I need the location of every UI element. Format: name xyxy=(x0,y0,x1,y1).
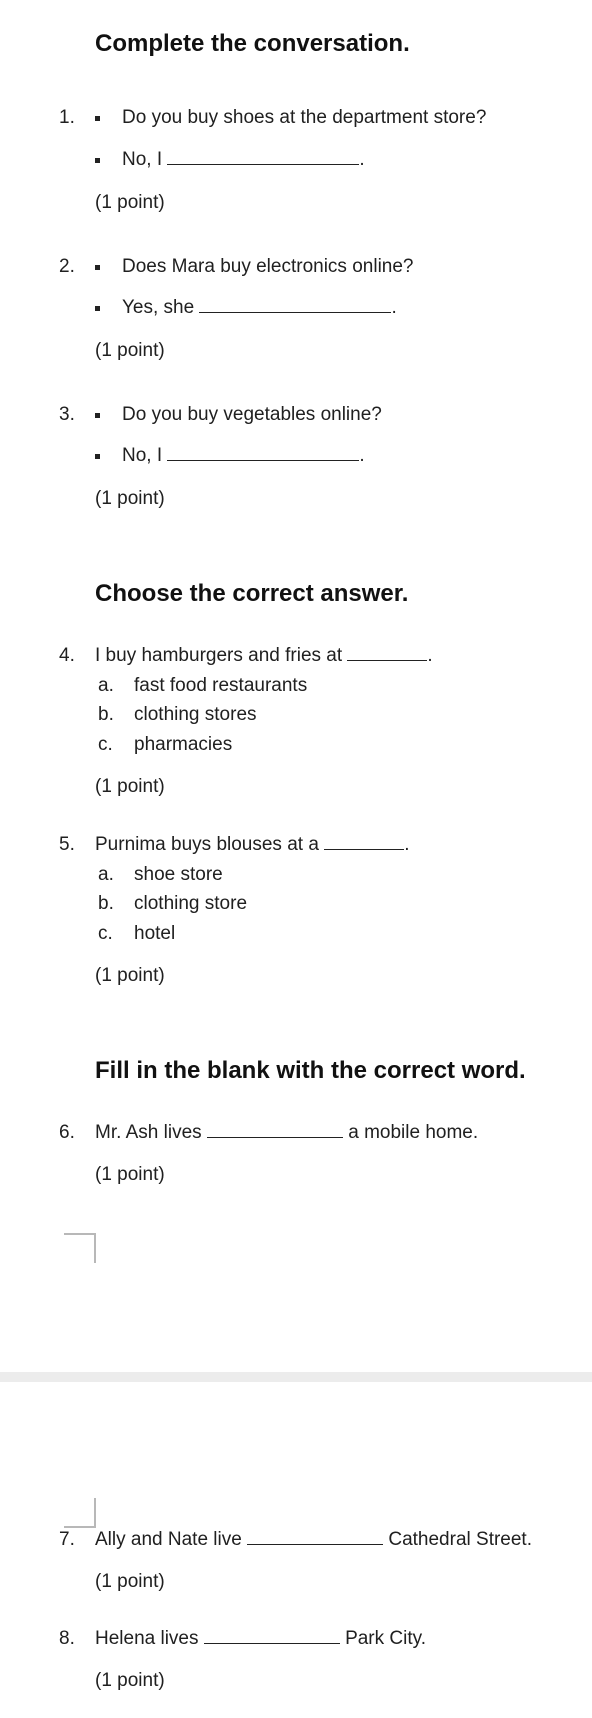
bullet-icon xyxy=(95,158,100,163)
option-letter: c. xyxy=(98,734,113,755)
question-number: 3. xyxy=(59,404,75,425)
bullet-icon xyxy=(95,116,100,121)
section-heading-fill-blank: Fill in the blank with the correct word. xyxy=(95,1057,526,1084)
question-number: 4. xyxy=(59,645,75,666)
answer-line xyxy=(122,149,365,171)
point-value: (1 point) xyxy=(95,965,165,986)
answer-prefix: Yes, she xyxy=(122,297,195,318)
text-before-blank: Helena lives xyxy=(95,1628,199,1649)
answer-line xyxy=(122,297,397,319)
answer-blank[interactable] xyxy=(199,298,391,313)
question-number: 7. xyxy=(59,1529,75,1550)
question-number: 2. xyxy=(59,256,75,277)
question-text: Does Mara buy electronics online? xyxy=(122,256,414,277)
question-number: 1. xyxy=(59,107,75,128)
option-text[interactable]: hotel xyxy=(134,923,176,944)
option-letter: b. xyxy=(98,893,114,914)
answer-blank[interactable] xyxy=(167,150,359,165)
period: . xyxy=(391,297,397,318)
answer-blank[interactable] xyxy=(207,1123,343,1138)
question-text xyxy=(95,1122,478,1144)
point-value: (1 point) xyxy=(95,1164,165,1185)
answer-blank[interactable] xyxy=(167,446,359,461)
answer-blank[interactable] xyxy=(347,646,427,661)
text-after-blank: Cathedral Street. xyxy=(388,1529,532,1550)
option-text[interactable]: shoe store xyxy=(134,864,223,885)
question-number: 8. xyxy=(59,1628,75,1649)
bullet-icon xyxy=(95,413,100,418)
bullet-icon xyxy=(95,306,100,311)
period: . xyxy=(359,445,365,466)
question-text xyxy=(95,834,409,856)
question-stem: Purnima buys blouses at a xyxy=(95,834,319,855)
point-value: (1 point) xyxy=(95,488,165,509)
option-text[interactable]: pharmacies xyxy=(134,734,233,755)
option-text[interactable]: fast food restaurants xyxy=(134,675,308,696)
question-text: Do you buy shoes at the department store? xyxy=(122,107,487,128)
point-value: (1 point) xyxy=(95,776,165,797)
answer-blank[interactable] xyxy=(324,835,404,850)
text-before-blank: Ally and Nate live xyxy=(95,1529,242,1550)
question-number: 6. xyxy=(59,1122,75,1143)
question-text xyxy=(95,1628,426,1650)
text-before-blank: Mr. Ash lives xyxy=(95,1122,202,1143)
point-value: (1 point) xyxy=(95,1571,165,1592)
bullet-icon xyxy=(95,265,100,270)
page-corner-mark xyxy=(64,1498,96,1528)
section-heading-choose: Choose the correct answer. xyxy=(95,580,409,607)
option-text[interactable]: clothing stores xyxy=(134,704,257,725)
option-letter: a. xyxy=(98,675,114,696)
point-value: (1 point) xyxy=(95,1670,165,1691)
period: . xyxy=(404,834,410,855)
bullet-icon xyxy=(95,454,100,459)
question-stem: I buy hamburgers and fries at xyxy=(95,645,343,666)
question-number: 5. xyxy=(59,834,75,855)
question-text xyxy=(95,645,433,667)
text-after-blank: a mobile home. xyxy=(348,1122,479,1143)
question-text xyxy=(95,1529,532,1551)
option-letter: c. xyxy=(98,923,113,944)
period: . xyxy=(427,645,433,666)
answer-line xyxy=(122,445,365,467)
option-letter: a. xyxy=(98,864,114,885)
answer-blank[interactable] xyxy=(204,1629,340,1644)
point-value: (1 point) xyxy=(95,340,165,361)
period: . xyxy=(359,149,365,170)
option-text[interactable]: clothing store xyxy=(134,893,248,914)
answer-prefix: No, I xyxy=(122,445,163,466)
section-heading-conversation: Complete the conversation. xyxy=(95,30,410,57)
text-after-blank: Park City. xyxy=(345,1628,426,1649)
option-letter: b. xyxy=(98,704,114,725)
question-text: Do you buy vegetables online? xyxy=(122,404,382,425)
page-break xyxy=(0,1372,592,1382)
answer-prefix: No, I xyxy=(122,149,163,170)
answer-blank[interactable] xyxy=(247,1530,383,1545)
page-corner-mark xyxy=(64,1233,96,1263)
point-value: (1 point) xyxy=(95,192,165,213)
